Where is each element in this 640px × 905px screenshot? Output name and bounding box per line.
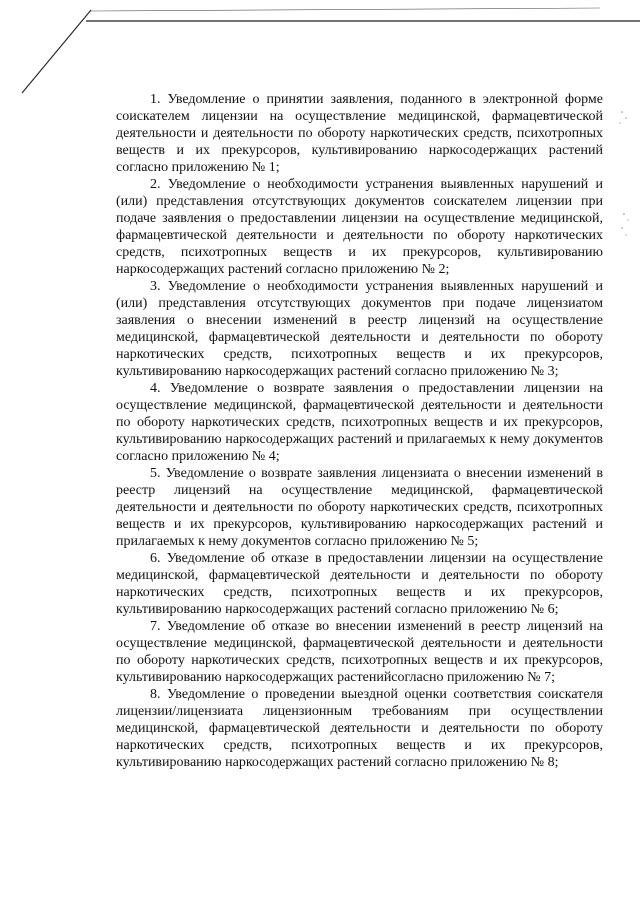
list-item-4: 4. Уведомление о возврате заявления о предоставлении лицензии на осуществление медицинской, фармацевтической деятельности и деятельности по обороту наркотических средств, психотропных веществ и их прекурсоров, культивированию наркосодержащих растений и прилагаемых к нему документов согласно приложению № 4; [116,381,603,464]
list-item-2: 2. Уведомление о необходимости устранения выявленных нарушений и (или) представления отсутствующих документов соискателем лицензии при подаче заявления о предоставлении лицензии на осуществление медицинской, фармацевтической деятельности и деятельности по обороту наркотических средств, психотропных веществ и их прекурсоров, культивированию наркосодержащих растений согласно приложению № 2; [116,177,603,277]
document-body [116,91,603,771]
scan-top-rule-faint [90,8,600,11]
list-item-1: 1. Уведомление о принятии заявления, поданного в электронной форме соискателем лицензии на осуществление медицинской, фармацевтической деятельности и деятельности по обороту наркотических средств, психотропных веществ и их прекурсоров, культивированию наркосодержащих растений согласно приложению № 1; [116,92,603,175]
list-item-3: 3. Уведомление о необходимости устранения выявленных нарушений и (или) представления отсутствующих документов при подаче лицензиатом заявления о внесении изменений в реестр лицензий на осуществление медицинской, фармацевтической деятельности и деятельности по обороту наркотических средств, психотропных веществ и их прекурсоров, культивированию наркосодержащих растений согласно приложению № 3; [116,279,603,379]
scan-diagonal-line [22,10,91,93]
list-item-5: 5. Уведомление о возврате заявления лицензиата о внесении изменений в реестр лицензий на осуществление медицинской, фармацевтической деятельности и деятельности по обороту наркотических средств, психотропных веществ и их прекурсоров, культивированию наркосодержащих растений и прилагаемых к нему документов согласно приложению № 5; [116,466,603,549]
list-item-8: 8. Уведомление о проведении выездной оценки соответствия соискателя лицензии/лицензиата лицензионным требованиям при осуществлении медицинской, фармацевтической деятельности и деятельности по обороту наркотических средств, психотропных веществ и их прекурсоров, культивированию наркосодержащих растений согласно приложению № 8; [116,687,603,770]
list-item-7: 7. Уведомление об отказе во внесении изменений в реестр лицензий на осуществление медицинской, фармацевтической деятельности и деятельности по обороту наркотических средств, психотропных веществ и их прекурсоров, культивированию наркосодержащих растенийсогласно приложению № 7; [116,619,603,685]
list-item-6: 6. Уведомление об отказе в предоставлении лицензии на осуществление медицинской, фармацевтической деятельности и деятельности по обороту наркотических средств, психотропных веществ и их прекурсоров, культивированию наркосодержащих растений согласно приложению № 6; [116,551,603,617]
scan-specks-right [619,111,628,235]
